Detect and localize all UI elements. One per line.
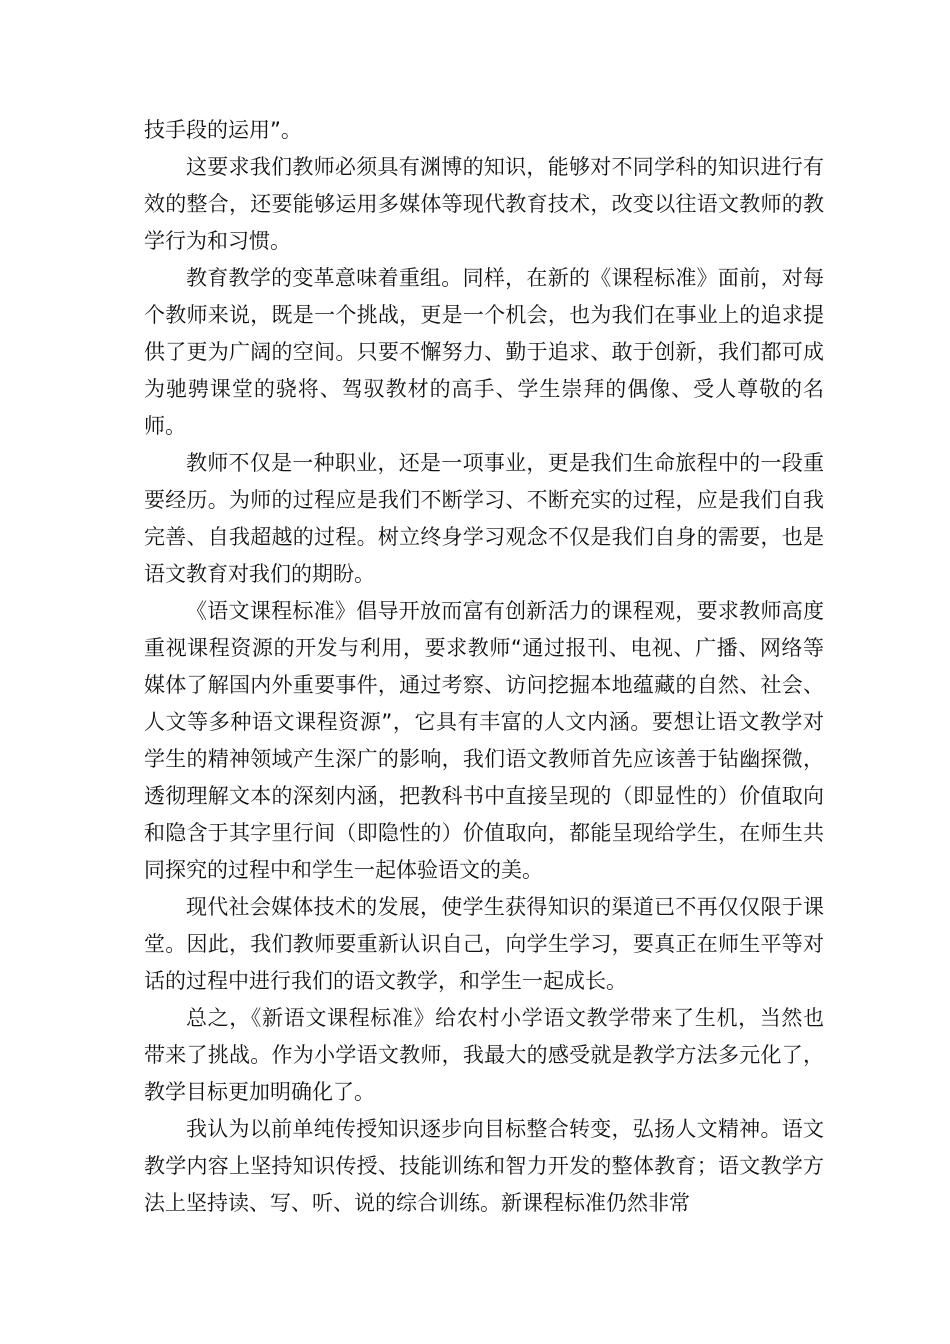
paragraph: 教育教学的变革意味着重组。同样，在新的《课程标准》面前，对每个教师来说，既是一个挑战，更是一个机会，也为我们在事业上的追求提供了更为广阔的空间。只要不懈努力、勤于追求、敢于创新，我们都可成为驰骋课堂的骁将、驾驭教材的高手、学生崇拜的偶像、受人尊敬的名师。 [144,266,824,438]
paragraph: 现代社会媒体技术的发展，使学生获得知识的渠道已不再仅仅限于课堂。因此，我们教师要重新认识自己，向学生学习，要真正在师生平等对话的过程中进行我们的语文教学，和学生一起成长。 [144,895,824,993]
paragraph: 技手段的运用”。 [144,118,302,142]
document-body [144,112,824,1222]
paragraph: 总之，《新语文课程标准》给农村小学语文教学带来了生机，当然也带来了挑战。作为小学语文教师，我最大的感受就是教学方法多元化了，教学目标更加明确化了。 [144,1006,824,1104]
paragraph: 我认为以前单纯传授知识逐步向目标整合转变，弘扬人文精神。语文教学内容上坚持知识传授、技能训练和智力开发的整体教育；语文教学方法上坚持读、写、听、说的综合训练。新课程标准仍然非常 [144,1117,824,1215]
paragraph: 这要求我们教师必须具有渊博的知识，能够对不同学科的知识进行有效的整合，还要能够运用多媒体等现代教育技术，改变以往语文教师的教学行为和习惯。 [144,155,824,253]
paragraph: 《语文课程标准》倡导开放而富有创新活力的课程观，要求教师高度重视课程资源的开发与利用，要求教师“通过报刊、电视、广播、网络等媒体了解国内外重要事件，通过考察、访问挖掘本地蕴藏的自然、社会、人文等多种语文课程资源”，它具有丰富的人文内涵。要想让语文教学对学生的精神领域产生深广的影响，我们语文教师首先应该善于钻幽探微，透彻理解文本的深刻内涵，把教科书中直接呈现的（即显性的）价值取向和隐含于其字里行间（即隐性的）价值取向，都能呈现给学生，在师生共同探究的过程中和学生一起体验语文的美。 [144,599,824,882]
paragraph: 教师不仅是一种职业，还是一项事业，更是我们生命旅程中的一段重要经历。为师的过程应是我们不断学习、不断充实的过程，应是我们自我完善、自我超越的过程。树立终身学习观念不仅是我们自身的需要，也是语文教育对我们的期盼。 [144,451,824,586]
